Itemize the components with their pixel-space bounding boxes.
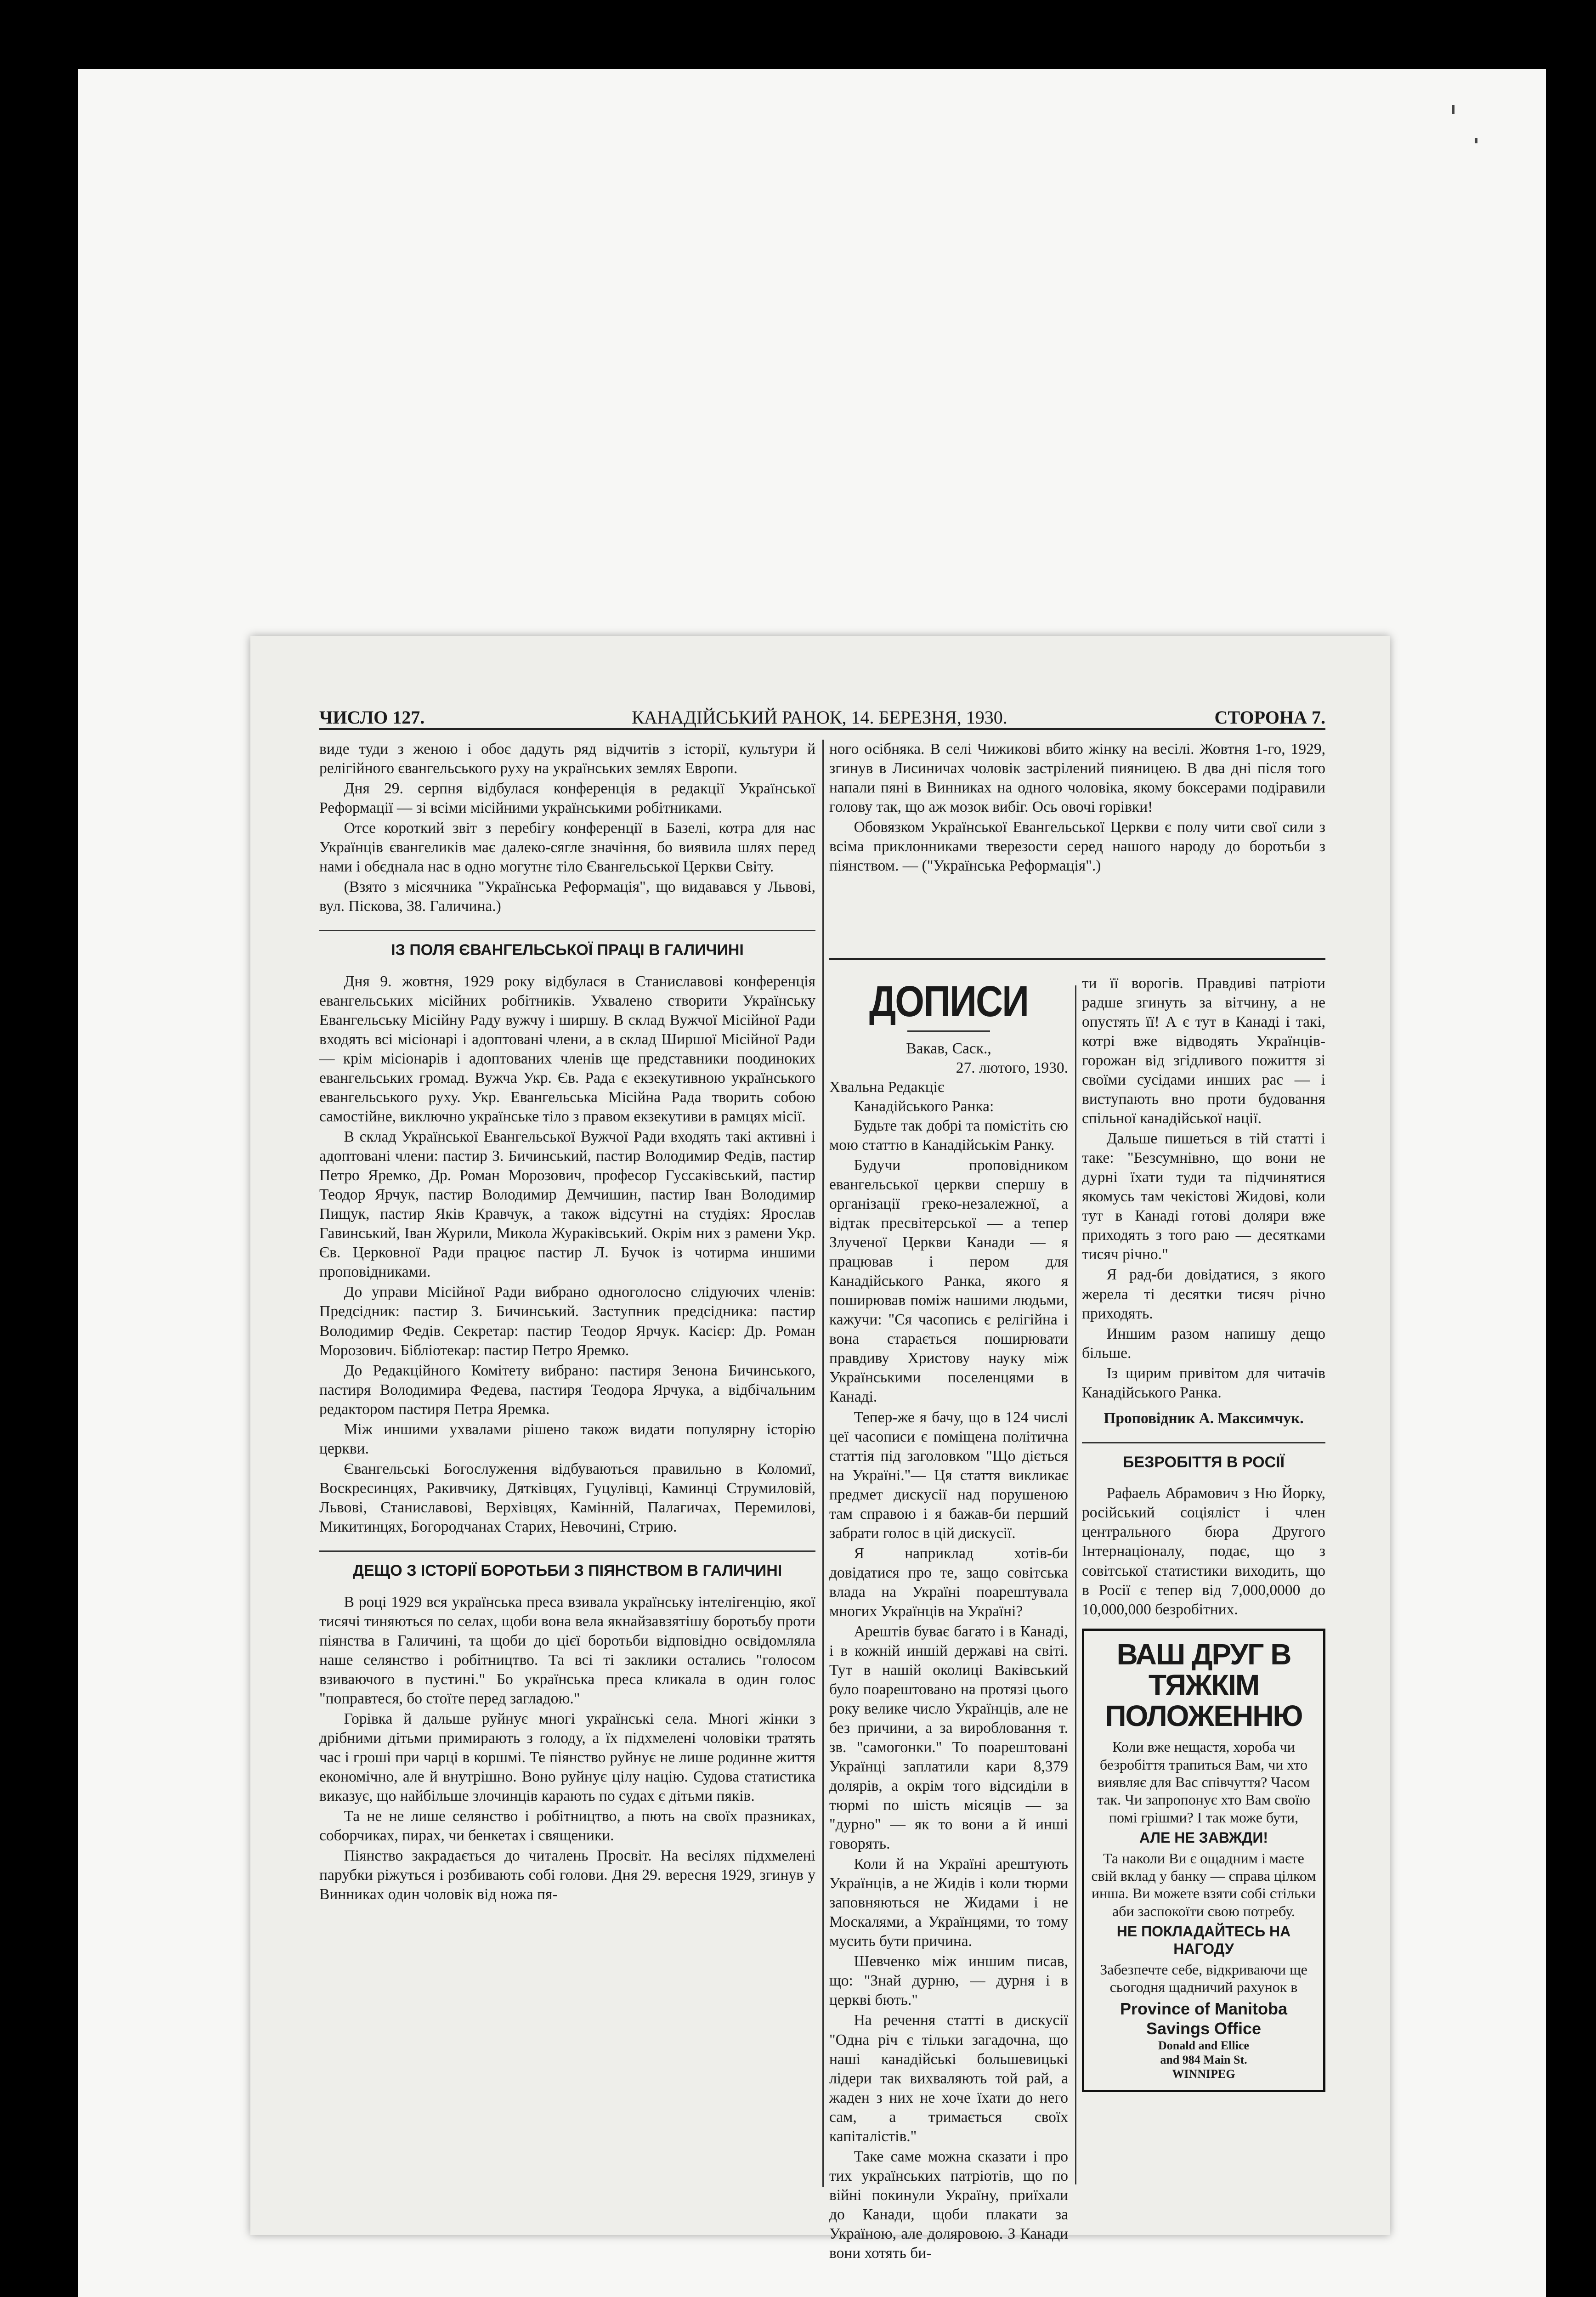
letter-place: Вакав, Саск., [906,1040,991,1057]
article-heading: ІЗ ПОЛЯ ЄВАНГЕЛЬСЬКОЇ ПРАЦІ В ГАЛИЧИНІ [319,930,815,960]
newspaper-page [250,636,1390,2262]
column-divider [1075,985,1076,2184]
letter-date: 27. лютого, 1930. [956,1059,1068,1076]
paragraph: До Редакційного Комітету вибрано: пастиря Зенона Бичинського, пастиря Володимира Федева, пастиря Теодора Ярчука, а відбічальним редактором пастиря Петра Яремка. [319,1362,815,1418]
paragraph: Та не не лише селянство і робітництво, а пють на своїх празниках, соборчиках, пирах, чи бенкетах і священики. [319,1807,815,1844]
film-mark [1452,105,1455,114]
section-divider [829,958,1325,960]
paragraph: Обовязком Української Евангельської Церкви є полу чити свої сили з всіма приклонниками тверезости серед нашого народу до боротьби з піянством. — ("Українська Реформація".) [829,819,1325,875]
paragraph: Я наприклад хотів-би довідатися про те, защо совітська влада на Україні поарештувала многих Українців на Україні? [829,1545,1068,1620]
bank-advertisement [1082,1629,1325,2092]
paragraph: Рафаель Абрамович з Ню Йорку, російський соціяліст і член центрального бюра Другого Інтернаціоналу, подає, що з совітської статистики виходить, що в Росії є тепер від 7,000,0000 до 10,000,000 безробітних. [1082,1485,1325,1618]
article-heading: БЕЗРОБІТТЯ В РОСІЇ [1082,1442,1325,1472]
column-divider [822,740,824,2187]
paragraph: Арештів буває багато і в Канаді, і в кожній иншій державі на світі. Тут в нашій околиці Ваківський було поарештовано на протязі цього року велике число Українців, але не без причини, а за виробловання т. зв. "самогонки." То поарештовані Українці заплатили кари 8,379 долярів, а окрім того відсиділи в тюрмі по шість місяців — за "дурно" — як то вони а й инші говорять. [829,1623,1068,1853]
paragraph: Я рад-би довідатися, з якого жерела ті десятки тисяч річно приходять. [1082,1266,1325,1322]
ad-text: Забезпечте себе, відкриваючи ще сьогодня щадничий рахунок в [1100,1961,1307,1996]
paragraph: На речення статті в дискусії "Одна річ є тільки загадочна, що наші канадійські большевицькі лідери так вихваляють той рай, а жаден з них не хоче їхати до него сам, а тримається своїх капіталістів." [829,2012,1068,2145]
paragraph: Таке саме можна сказати і про тих українських патріотів, що по війні покинули Україну, приїхали до Канади, щоби плакати за Україною, але доляровою. З Канади вони хотять би- [829,2148,1068,2262]
paragraph: Коли й на Україні арештують Українців, а не Жидів і коли тюрми заповняються не Жидами і не Москалями, а Українцями, то тому мусить бути причина. [829,1856,1068,1950]
paragraph: Будьте так добрі та помістіть сю мою статтю в Канадійськім Ранку. [829,1117,1068,1154]
paragraph: Євангельські Богослуження відбуваються правильно в Коломиї, Воскресинцях, Ракивчику, Дятківцях, Гуцулівці, Каминці Струмиловій, Львові, Станиславові, Верхівцях, Камінній, Палагичах, Перемилові, Микитинцях, Богородчанах Старих, Невочині, Стрию. [319,1460,815,1535]
paragraph: Тепер-же я бачу, що в 124 числі цеї часописи є поміщена політична статтія під заголовком "Що діється на Україні."— Ця стаття викликає предмет дискусії над порушеною там справою і я бажав-би перший забрати голос в цій дискусії. [829,1409,1068,1542]
paragraph: Із щирим привітом для читачів Канадійського Ранка. [1082,1364,1325,1401]
bank-city: WINNIPEG [1172,2067,1235,2081]
ad-slogan: АЛЕ НЕ ЗАВЖДИ! [1139,1829,1268,1846]
paragraph: В склад Української Евангельської Вужчої Ради входять такі активні і адоптовані члени: пастир З. Бичинський, пастир Володимир Федів, пастир Петро Яремко, Др. Роман Морозович, професор Гуссаківський, пастир Теодор Ярчук, пастир Володимир Демчишин, пастир Іван Володимир Пищук, пастир Яків Кравчук, а також відсутні на студіях: Ярослав Гавинський, Іван Журили, Микола Жураківський. Окрім них з рамени Укр. Єв. Церковної Ради працює пастир Л. Бучок із чотирма иншими проповідниками. [319,1128,815,1281]
paragraph: Дальше пишеться в тій статті і таке: "Безсумнівно, що вони не дурні їхати туди та підчинятися якомусь там чекістові Жидові, коли тут в Канаді готові доляри вже приходять з того раю — десятками тисяч річно." [1082,1130,1325,1263]
bank-name: Province of Manitoba Savings Office [1120,1999,1288,2038]
paragraph: Иншим разом напишу дещо більше. [1082,1325,1325,1362]
paragraph: ти її ворогів. Правдиві патріоти радше згинуть за вітчину, а не опустять її! А є тут в Канаді і такі, котрі вже відводять Українців-горожан від згідливого пожиття зі своїми сусідами инших рас — і виступають вно проти будовання спільної канадійської нації. [1082,975,1325,1127]
ad-slogan: НЕ ПОКЛАДАЙТЕСЬ НА НАГОДУ [1116,1923,1291,1958]
column-letters [829,974,1068,2262]
signature: Проповідник А. Максимчук. [1104,1409,1304,1427]
column-right-top [829,740,1325,956]
ad-text: Коли вже нещастя, хороба чи безробіття трапиться Вам, чи хто виявляє для Вас співчуття? Часом так. Чи запропонує хто Вам своїю помі грішми? І так може бути, [1097,1738,1311,1826]
page-number: СТОРОНА 7. [1214,707,1325,728]
paragraph: ного осібняка. В селі Чижикові вбито жінку на весілі. Жовтня 1-го, 1929, згинув в Лисиничах чоловік застрілений пияницею. В два дні після того напали пяні в Винниках на одного чоловіка, якому боксерами подіравили голову так, що аж мозок вибіг. Ось овочі горівки! [829,741,1325,816]
paragraph: Шевченко між иншим писав, що: "Знай дурню, — дурня і в церкві бють." [829,1953,1068,2009]
column-letters-continued [1082,974,1325,2182]
heading-rule [907,1030,990,1032]
issue-number: ЧИСЛО 127. [319,707,425,728]
paragraph: Дня 9. жовтня, 1929 року відбулася в Станиславові конференція евангельських місійних робітників. Ухвалено створити Українську Евангельську Місійну Раду вужчу і ширшу. В склад Вужчої Місійної Ради входять всі місіонарі і адоптовані члени, а в склад Ширшої Місійної Ради — крім місіонарів і адоптованих членів ще представники поодиноких евангельських громад. Вужча Укр. Єв. Рада є екзекутивною українського евангельського руху. Укр. Евангельська Місійна Рада творить собою самостійне, виключно українське тіло з правом екзекутиви в рамцях місії. [319,973,815,1126]
salutation: Хвальна Редакціє [829,1078,945,1096]
paragraph: До управи Місійної Ради вибрано одноголосно слідуючих членів: Предсідник: пастир З. Бичинський. Заступник предсідника: пастир Володимир Федів. Секретар: пастир Теодор Ярчук. Касієр: Др. Роман Морозович. Бібліотекар: пастир Петро Яремко. [319,1284,815,1359]
film-mark [1475,138,1477,143]
salutation: Канадійського Ранка: [854,1098,994,1115]
bank-address: and 984 Main St. [1160,2053,1247,2067]
column-left [319,740,815,2178]
bank-address: Donald and Ellice [1158,2039,1249,2052]
paragraph: Будучи проповідником евангельської церкви спершу в організації греко-незалежної, а відтак пресвітерської — а тепер Злученої Церкви Канади — я працював і пером для Канадійського Ранка, якого я поширював поміж нашими людьми, кажучи: "Ся часопись є релігійна і вона старається поширювати правдиву Христову науку між Українськими поселенцями в Канаді. [829,1157,1068,1406]
ad-title: ВАШ ДРУГ В ТЯЖКІМ ПОЛОЖЕННЮ [1105,1637,1302,1732]
page-header [319,696,1325,730]
paragraph: виде туди з женою і обоє дадуть ряд відчитів з історії, культури й релігійного євангельського руху на українських землях Европи. [319,741,815,777]
paragraph: Піянство закрадається до читалень Просвіт. На весілях підхмелені парубки ріжуться і розбивають собі голови. Дня 29. вересня 1929, згинув у Винниках один чоловік від ножа пя- [319,1847,815,1903]
masthead-title: КАНАДІЙСЬКИЙ РАНОК, 14. БЕРЕЗНЯ, 1930. [632,707,1007,728]
article-heading: ДЕЩО З ІСТОРІЇ БОРОТЬБИ З ПІЯНСТВОМ В ГАЛИЧИНІ [319,1550,815,1581]
section-heading: ДОПИСИ [869,978,1029,1026]
paragraph: Дня 29. серпня відбулася конференція в редакції Української Реформації — зі всіми місійними українськими робітниками. [319,780,815,817]
paragraph: Горівка й дальше руйнує многі українські села. Многі жінки з дрібними дітьми примирають з голоду, а їх підхмелені чоловіки тратять час і гроші при чарці в коршмі. Те піянство руйнує не лише родинне життя економічно, але й внутрішно. Воно руйнує цілу націю. Судова статистика виказує, що найбільше злочинців карають по судах є дітьми пяків. [319,1710,815,1805]
paragraph: Між иншими ухвалами рішено також видати популярну історію церкви. [319,1420,815,1457]
ad-text: Та наколи Ви є ощадним і маєте свій вклад у банку — справа цілком инша. Ви можете взяти собі стільки аби заспокоїти свою потребу. [1091,1850,1316,1919]
paragraph: В році 1929 вся українська преса взивала українську інтелігенцію, якої тисячі тиняються по селах, щоби вона вела якнайзавзятішу боротьбу проти піянства в Галичині, та щоби до цієї боротьби відповідно освідомляла наше селянство і робітництво. Та всі ті заклики остались "голосом взиваючого в пустині." Бо українська преса кликала в один голос "поправтеся, бо стоїте перед загладою." [319,1593,815,1707]
source-note: (Взято з місячника "Українська Реформація", що видавався у Львові, вул. Піскова, 38. Галичина.) [319,878,815,915]
paragraph: Отсе короткий звіт з перебігу конференції в Базелі, котра для нас Українців євангеликів має далеко-сягле значіння, бо виявила шлях перед нами і обєднала нас в одно могутнє тіло Євангельської Церкви Світу. [319,820,815,876]
